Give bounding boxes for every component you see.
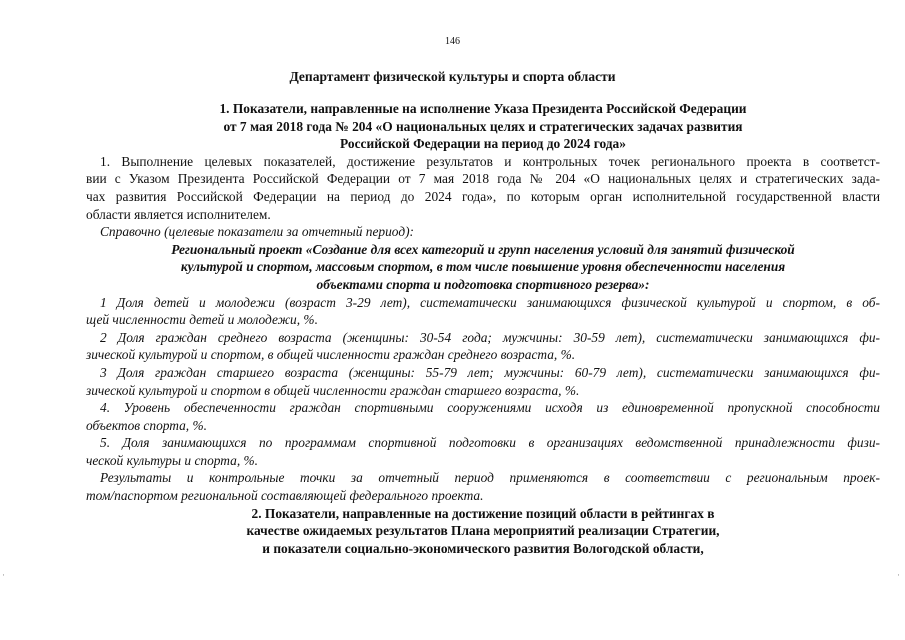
project-title-line: Региональный проект «Создание для всех категорий и групп населения условий для занятий физической (171, 241, 795, 257)
project-title-line: культурой и спортом, массовым спортом, в том числе повышение уровня обеспеченности населения (180, 259, 786, 275)
indicator-line: 3 Доля граждан старшего возраста (женщины: 55-79 лет; мужчины: 60-79 лет), систематически занимающихся фи- (100, 364, 880, 380)
indicator-line: объектов спорта, %. (86, 417, 208, 433)
paragraph-line: чах развития Российской Федерации на период до 2024 года», по которым орган исполнительной государственной власти (86, 188, 880, 204)
indicator-line: 5. Доля занимающихся по программам спортивной подготовки в организациях ведомственной принадлежности физи- (100, 435, 880, 451)
paragraph-line: области является исполнителем. (86, 206, 271, 222)
indicator-item (86, 329, 880, 364)
indicator-line: 1 Доля детей и молодежи (возраст 3-29 лет), систематически занимающихся физической культурой и спортом, в об- (100, 294, 880, 310)
results-note-line: том/паспортом региональной составляющей федерального проекта. (86, 488, 484, 504)
indicator-item (86, 294, 880, 329)
section1-heading-line: 1. Показатели, направленные на исполнение Указа Президента Российской Федерации (219, 101, 747, 116)
regional-project-title (86, 241, 880, 294)
indicator-line: щей численности детей и молодежи, %. (86, 312, 318, 328)
project-title-line: объектами спорта и подготовка спортивного резерва»: (316, 276, 650, 292)
indicator-item (86, 434, 880, 469)
indicator-line: зической культурой и спортом в общей численности граждан старшего возраста, %. (86, 382, 580, 398)
margin-mark-left: · (2, 570, 5, 580)
reference-note: Справочно (целевые показатели за отчетный период): (100, 224, 415, 240)
section1-paragraph (86, 153, 880, 223)
section1-heading-line: Российской Федерации на период до 2024 года» (340, 136, 626, 152)
indicator-item (86, 364, 880, 399)
indicator-list (86, 294, 880, 470)
page-number: 146 (445, 36, 460, 47)
section1-heading-line: от 7 мая 2018 года № 204 «О национальных целях и стратегических задачах развития (223, 118, 743, 134)
indicator-item (86, 399, 880, 434)
indicator-line: зической культурой и спортом, в общей численности граждан среднего возраста, %. (86, 347, 576, 363)
indicator-line: 2 Доля граждан среднего возраста (женщины: 30-54 года; мужчины: 30-59 лет), систематически занимающихся фи- (100, 329, 880, 345)
section2-heading (86, 505, 880, 558)
paragraph-line: вии с Указом Президента Российской Федерации от 7 мая 2018 года № 204 «О национальных целях и стратегических зада- (86, 171, 880, 187)
results-note-line: Результаты и контрольные точки за отчетный период применяются в соответствии с региональным проек- (100, 470, 880, 486)
department-title: Департамент физической культуры и спорта области (289, 69, 616, 84)
indicator-line: 4. Уровень обеспеченности граждан спортивными сооружениями исходя из единовременной пропускной способности (100, 400, 880, 416)
margin-mark-right: · (897, 570, 900, 580)
section2-heading-line: и показатели социально-экономического развития Вологодской области, (262, 540, 704, 556)
section1-heading (86, 100, 880, 153)
paragraph-line: 1. Выполнение целевых показателей, достижение результатов и контрольных точек регионального проекта в соответст- (100, 153, 880, 169)
page-content (86, 100, 880, 557)
indicator-line: ческой культуры и спорта, %. (86, 452, 259, 468)
results-note (86, 469, 880, 504)
section2-heading-line: качестве ожидаемых результатов Плана мероприятий реализации Стратегии, (246, 523, 720, 539)
section2-heading-line: 2. Показатели, направленные на достижение позиций области в рейтингах в (251, 505, 715, 521)
